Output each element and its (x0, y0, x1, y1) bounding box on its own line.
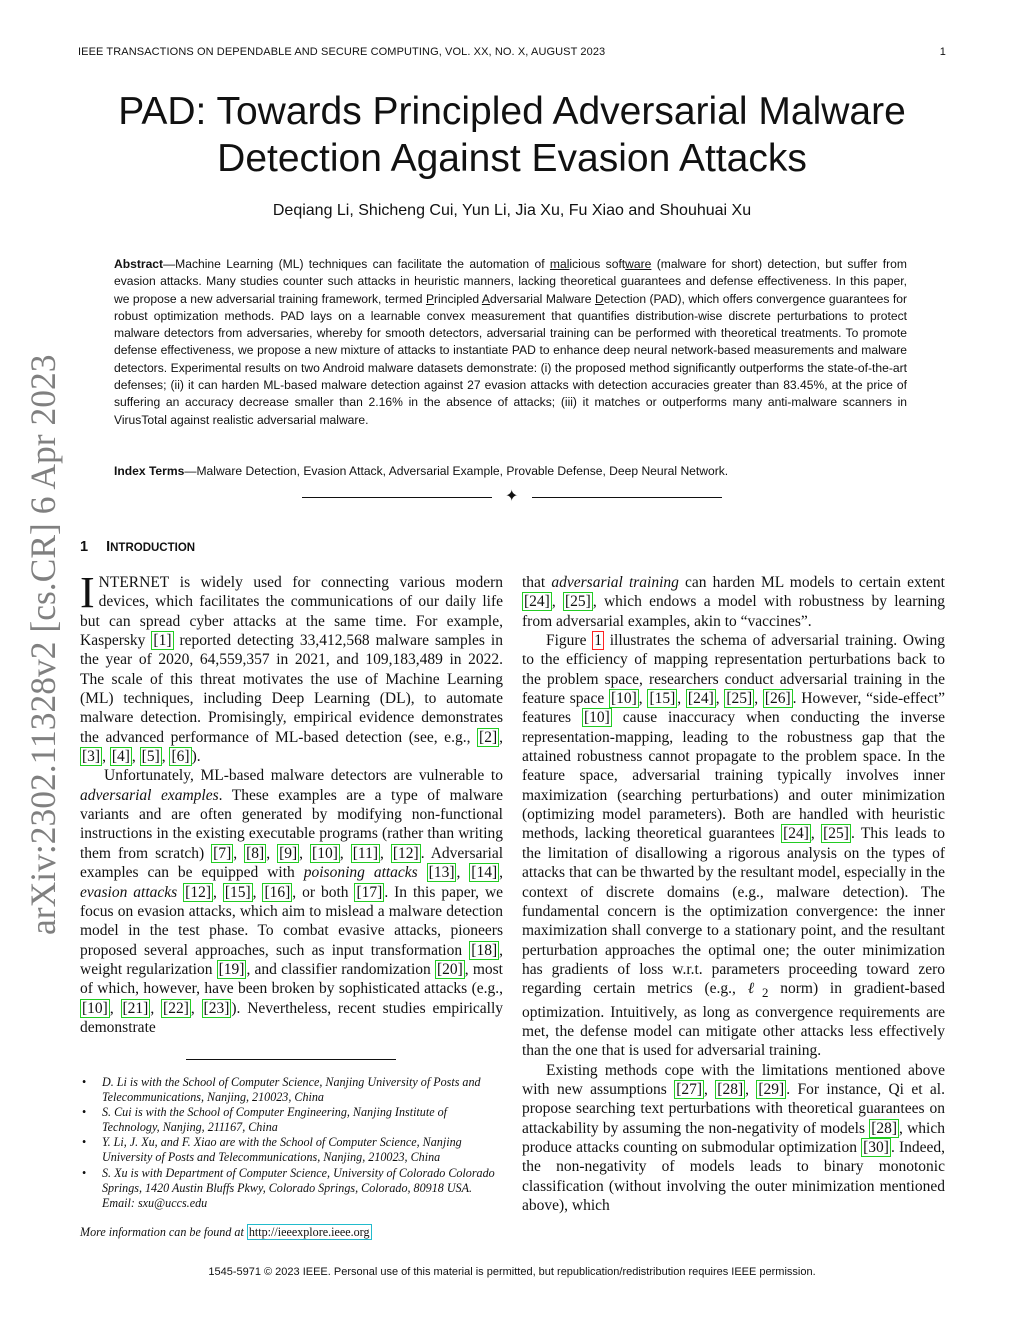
citation-link[interactable]: [21] (122, 999, 149, 1017)
bullet-icon: • (82, 1105, 87, 1120)
text: Figure (546, 632, 593, 650)
citation-link[interactable]: [1] (153, 632, 172, 650)
text: , (131, 748, 140, 766)
more-info-text: More information can be found at (80, 1224, 247, 1239)
text: , and classifier randomization (246, 960, 435, 978)
abstract-text: icious soft (569, 257, 626, 271)
emphasis: evasion attacks (80, 883, 178, 901)
abstract-text: rincipled (434, 291, 482, 306)
citation-link[interactable]: [24] (524, 593, 550, 611)
text: , (677, 690, 686, 708)
paragraph (522, 573, 945, 631)
more-info-line (80, 1225, 504, 1240)
drop-cap: I (80, 568, 95, 617)
footnote-text: S. Xu is with Department of Computer Science, University of Colorado Colorado Springs, 1420 Austin Bluffs Pkwy, Colorado Springs, Colorado, 80918 USA. (102, 1165, 495, 1195)
text: , (109, 999, 121, 1017)
abstract-underline: A (481, 291, 490, 306)
text: , (754, 690, 763, 708)
text: , (810, 825, 822, 843)
abstract (114, 256, 907, 429)
title-line-1: PAD: Towards Principled Adversarial Malware (118, 90, 906, 133)
paragraph-lead: NTERNET (98, 574, 170, 591)
citation-link[interactable]: [15] (649, 690, 676, 708)
index-terms-label: Index Terms (114, 464, 185, 478)
text: , (379, 844, 391, 862)
citation-link[interactable]: [19] (218, 960, 245, 978)
text: , (266, 844, 278, 862)
footnote-text: Y. Li, J. Xu, and F. Xiao are with the School of Computer Science, Nanjing University of Posts and Telecommunications, Nanjing, 210023, China (102, 1135, 462, 1165)
paper-title (60, 88, 964, 182)
citation-link[interactable]: [10] (312, 844, 338, 862)
paragraph (522, 631, 945, 1061)
footnote-list (80, 1075, 504, 1211)
citation-link[interactable]: [7] (213, 844, 232, 862)
abstract-underline: ware (625, 257, 652, 271)
math-subscript: 2 (762, 985, 769, 1001)
text: , (745, 1081, 757, 1099)
text: , (704, 1081, 716, 1099)
emphasis: adversarial examples (80, 786, 219, 804)
text: , (551, 593, 563, 611)
citation-link[interactable]: [13] (428, 864, 455, 882)
section-title-initial: I (106, 539, 111, 555)
body-column-left (80, 568, 504, 1037)
text: , which endows a model with robustness by learning from adversarial examples, akin to “vaccines”. (522, 593, 946, 630)
text: , (161, 748, 170, 766)
text: can harden ML models to certain extent (678, 574, 945, 591)
section-divider (0, 486, 1024, 506)
divider-diamond-icon: ✦ (505, 488, 519, 505)
citation-link[interactable]: [10] (82, 999, 108, 1017)
footnote-item (80, 1105, 504, 1135)
abstract-underline: P (425, 291, 435, 306)
citation-link[interactable]: [23] (203, 999, 230, 1017)
abstract-text: etection (PAD), which offers convergence guarantees for robust optimization methods. PAD lays on a learnable convex measurement that quantifies distribution-wise discrete perturbations to protect malware detectors from adversaries, whereby for smooth detectors, adversarial training can be performed with theoretical treatments. To promote defense effectiveness, we propose a new mixture of attacks to instantiate PAD to enhance deep neural network-based measurements and malware detectors. Experimental results on two Android malware datasets demonstrate: (i) the proposed method significantly outperforms the state-of-the-art defenses; (ii) it can harden ML-based malware detection against 27 evasion attacks with detection accuracies greater than 83.45%, at the price of suffering an accuracy decrease smaller than 2.16% in the absence of attacks; (iii) it matches or outperforms many anti-malware scanners in VirusTotal against realistic adversarial malware. (114, 291, 907, 427)
citation-link[interactable]: [11] (352, 844, 378, 862)
divider-rule-right (532, 497, 722, 498)
journal-name: IEEE TRANSACTIONS ON DEPENDABLE AND SECURE COMPUTING, VOL. XX, NO. X, AUGUST 2023 (78, 46, 606, 58)
abstract-text: (malware for short) detection, but suffer from evasion attacks. Many studies counter such attacks in heuristic manners, lacking theoretical guarantees and defense effectiveness. In this paper, we propose a new adversarial training framework, termed (114, 257, 907, 306)
text: , (456, 864, 470, 882)
section-heading (80, 539, 195, 555)
footnote-item (80, 1075, 504, 1105)
text: . This leads to the limitation of disallowing a rigorous analysis on the types of attacks that can be thwarted by the resultant model, especially in the context of discrete domains (e.g., malware detection). The fundamental concern is the optimization convergence: the inner maximization shall converge to a stationary point, and the resultant perturbation approaches the optimal one; the outer minimization has gradients of loss w.r.t. parameters proceeding toward zero regarding certain metrics (e.g., (522, 825, 946, 998)
footnote-item (80, 1166, 504, 1211)
citation-link[interactable]: [24] (687, 690, 714, 708)
citation-link[interactable]: [29] (758, 1081, 785, 1099)
emphasis: adversarial training (551, 574, 679, 591)
citation-link[interactable]: [18] (471, 941, 498, 959)
ieeexplore-link[interactable]: http://ieeexplore.ieee.org (248, 1224, 370, 1239)
abstract-label: Abstract (114, 257, 164, 271)
text: , (499, 728, 503, 746)
citation-link[interactable]: [14] (471, 864, 498, 882)
page-number: 1 (939, 46, 946, 58)
text: . However, “side-effect” features (522, 690, 946, 727)
text: . These examples are a type of malware variants and are often generated by modifying non-functional instructions in the existing executable programs (rather than writing them from scratch) (80, 786, 503, 862)
bullet-icon: • (82, 1135, 87, 1150)
text: , (190, 999, 202, 1017)
text: , (252, 883, 263, 901)
citation-link[interactable]: [22] (163, 999, 189, 1017)
citation-link[interactable]: [30] (863, 1139, 889, 1157)
text: , weight regularization (80, 941, 503, 978)
text: , (150, 999, 162, 1017)
section-number: 1 (80, 539, 89, 555)
arxiv-identifier[interactable]: arXiv:2302.11328v2 [cs.CR] 6 Apr 2023 (23, 354, 63, 935)
citation-link[interactable]: [26] (764, 690, 791, 708)
citation-link[interactable]: [25] (564, 593, 591, 611)
citation-link[interactable]: [12] (185, 883, 211, 901)
text: that (522, 574, 552, 591)
text: is widely used for connecting various modern devices, which facilitates the communications of our daily life but can spread cyber attacks at the same time. For example, Kaspersky (80, 574, 503, 650)
divider-rule-left (302, 497, 492, 498)
abstract-underline: mal (549, 257, 570, 271)
text: , (212, 883, 223, 901)
text: , or both (292, 883, 355, 901)
citation-link[interactable]: [4] (111, 748, 130, 766)
text: , (499, 864, 503, 882)
citation-link[interactable]: [25] (823, 825, 849, 843)
text: Unfortunately, ML-based malware detectors are vulnerable to (104, 767, 503, 785)
text: , (299, 844, 311, 862)
citation-link[interactable]: [15] (224, 883, 251, 901)
footnote-item (80, 1135, 504, 1165)
paragraph (522, 1061, 945, 1216)
author-email: Email: sxu@uccs.edu (102, 1195, 208, 1210)
text: . Indeed, the non-negativity of models leads to binary monotonic classification (without involving the outer minimization mentioned above), which (522, 1139, 946, 1215)
text: , (339, 844, 351, 862)
text: reported detecting 33,412,568 malware samples in the year of 2020, 64,559,357 in 2021, and 109,183,489 in 2022. The scale of this threat motivates the use of Machine Learning (ML) techniques, including Deep Learning (DL), to automate malware detection. Promisingly, empirical evidence demonstrates the advanced performance of ML-based detection (see, e.g., (80, 632, 503, 746)
citation-link[interactable]: [10] (583, 709, 610, 727)
body-column-right (522, 573, 945, 1215)
citation-link[interactable]: [2] (479, 728, 498, 746)
citation-link[interactable]: [25] (726, 690, 753, 708)
text: norm) in gradient-based optimization. Intuitively, as long as convergence requirements are met, the defense model can mitigate other attacks less effectively than the one that is used for adversarial training. (522, 980, 945, 1060)
text: , which produce attacks counting on submodular optimization (522, 1119, 945, 1157)
text: , (638, 690, 648, 708)
affiliation-footnotes (80, 1075, 504, 1240)
citation-link[interactable]: [6] (171, 748, 190, 766)
citation-link[interactable]: [24] (783, 825, 809, 843)
index-terms (114, 463, 907, 480)
text: , (715, 690, 725, 708)
footnote-text: S. Cui is with the School of Computer Engineering, Nanjing Institute of Technology, Nanjing, 211167, China (102, 1105, 447, 1135)
bullet-icon: • (82, 1075, 87, 1089)
citation-link[interactable]: [16] (264, 883, 291, 901)
running-header (78, 46, 946, 58)
paragraph (80, 766, 503, 1037)
citation-link[interactable]: [28] (871, 1119, 898, 1137)
emphasis: poisoning attacks (303, 864, 418, 882)
title-line-2: Detection Against Evasion Attacks (217, 137, 807, 180)
section-title-rest: NTRODUCTION (110, 542, 196, 554)
copyright-notice: 1545-5971 © 2023 IEEE. Personal use of this material is permitted, but republication/redistribution requires IEEE permission. (208, 1266, 816, 1278)
citation-link[interactable]: [28] (717, 1081, 744, 1099)
text: , most of which, however, have been broken by sophisticated attacks (e.g., (80, 960, 503, 998)
citation-link[interactable]: [17] (356, 883, 383, 901)
abstract-underline: D (594, 291, 604, 306)
citation-link[interactable]: [20] (436, 960, 463, 978)
text: , (233, 844, 245, 862)
citation-link[interactable]: [3] (82, 748, 101, 766)
text: cause inaccuracy when conducting the inverse representation-mapping, leading to the robustness gap that the attained robustness cannot propagate to the problem space. In the feature space, adversarial training typically involves inner maximization (searching perturbations) and outer minimization (optimizing model parameters). Both are handled with heuristic methods, lacking theoretical guarantees (522, 709, 945, 843)
math-symbol: ℓ (747, 980, 763, 998)
paragraph (80, 568, 503, 766)
text (418, 864, 427, 881)
citation-link[interactable]: [27] (676, 1081, 703, 1099)
abstract-text: dversarial Malware (489, 291, 595, 306)
citation-link[interactable]: [10] (610, 690, 637, 708)
text: , (102, 748, 110, 766)
citation-link[interactable]: [9] (279, 844, 298, 862)
bullet-icon: • (82, 1165, 87, 1180)
figure-link[interactable]: 1 (594, 632, 602, 650)
text: ). Nevertheless, recent studies empirically demonstrate (80, 999, 504, 1036)
index-terms-text: —Malware Detection, Evasion Attack, Adversarial Example, Provable Defense, Deep Neural Network. (184, 464, 729, 478)
footnote-rule (186, 1059, 396, 1060)
text: illustrates the schema of adversarial training. Owing to the efficiency of mapping representation perturbations back to the problem space, researchers conduct adversarial training in the feature space (522, 632, 946, 708)
author-list: Deqiang Li, Shicheng Cui, Yun Li, Jia Xu, Fu Xiao and Shouhuai Xu (272, 202, 752, 219)
text: . Adversarial examples can be equipped with (80, 844, 504, 882)
text: ). (191, 748, 201, 766)
abstract-text: —Machine Learning (ML) techniques can facilitate the automation of (163, 257, 550, 271)
citation-link[interactable]: [8] (246, 844, 265, 862)
footnote-text: D. Li is with the School of Computer Science, Nanjing University of Posts and Telecommunications, Nanjing, 210023, China (102, 1075, 481, 1105)
text: . For instance, Qi et al. propose searching text perturbations with theoretical guarantees on attackability by assuming the non-negativity of models (522, 1081, 945, 1137)
citation-link[interactable]: [5] (141, 748, 160, 766)
text: . In this paper, we focus on evasion attacks, which aim to mislead a malware detection model in the test phase. To combat evasive attacks, pioneers proposed several approaches, such as input transformation (80, 883, 504, 959)
text: Existing methods cope with the limitations mentioned above with new assumptions (522, 1061, 945, 1099)
citation-link[interactable]: [12] (392, 844, 419, 862)
